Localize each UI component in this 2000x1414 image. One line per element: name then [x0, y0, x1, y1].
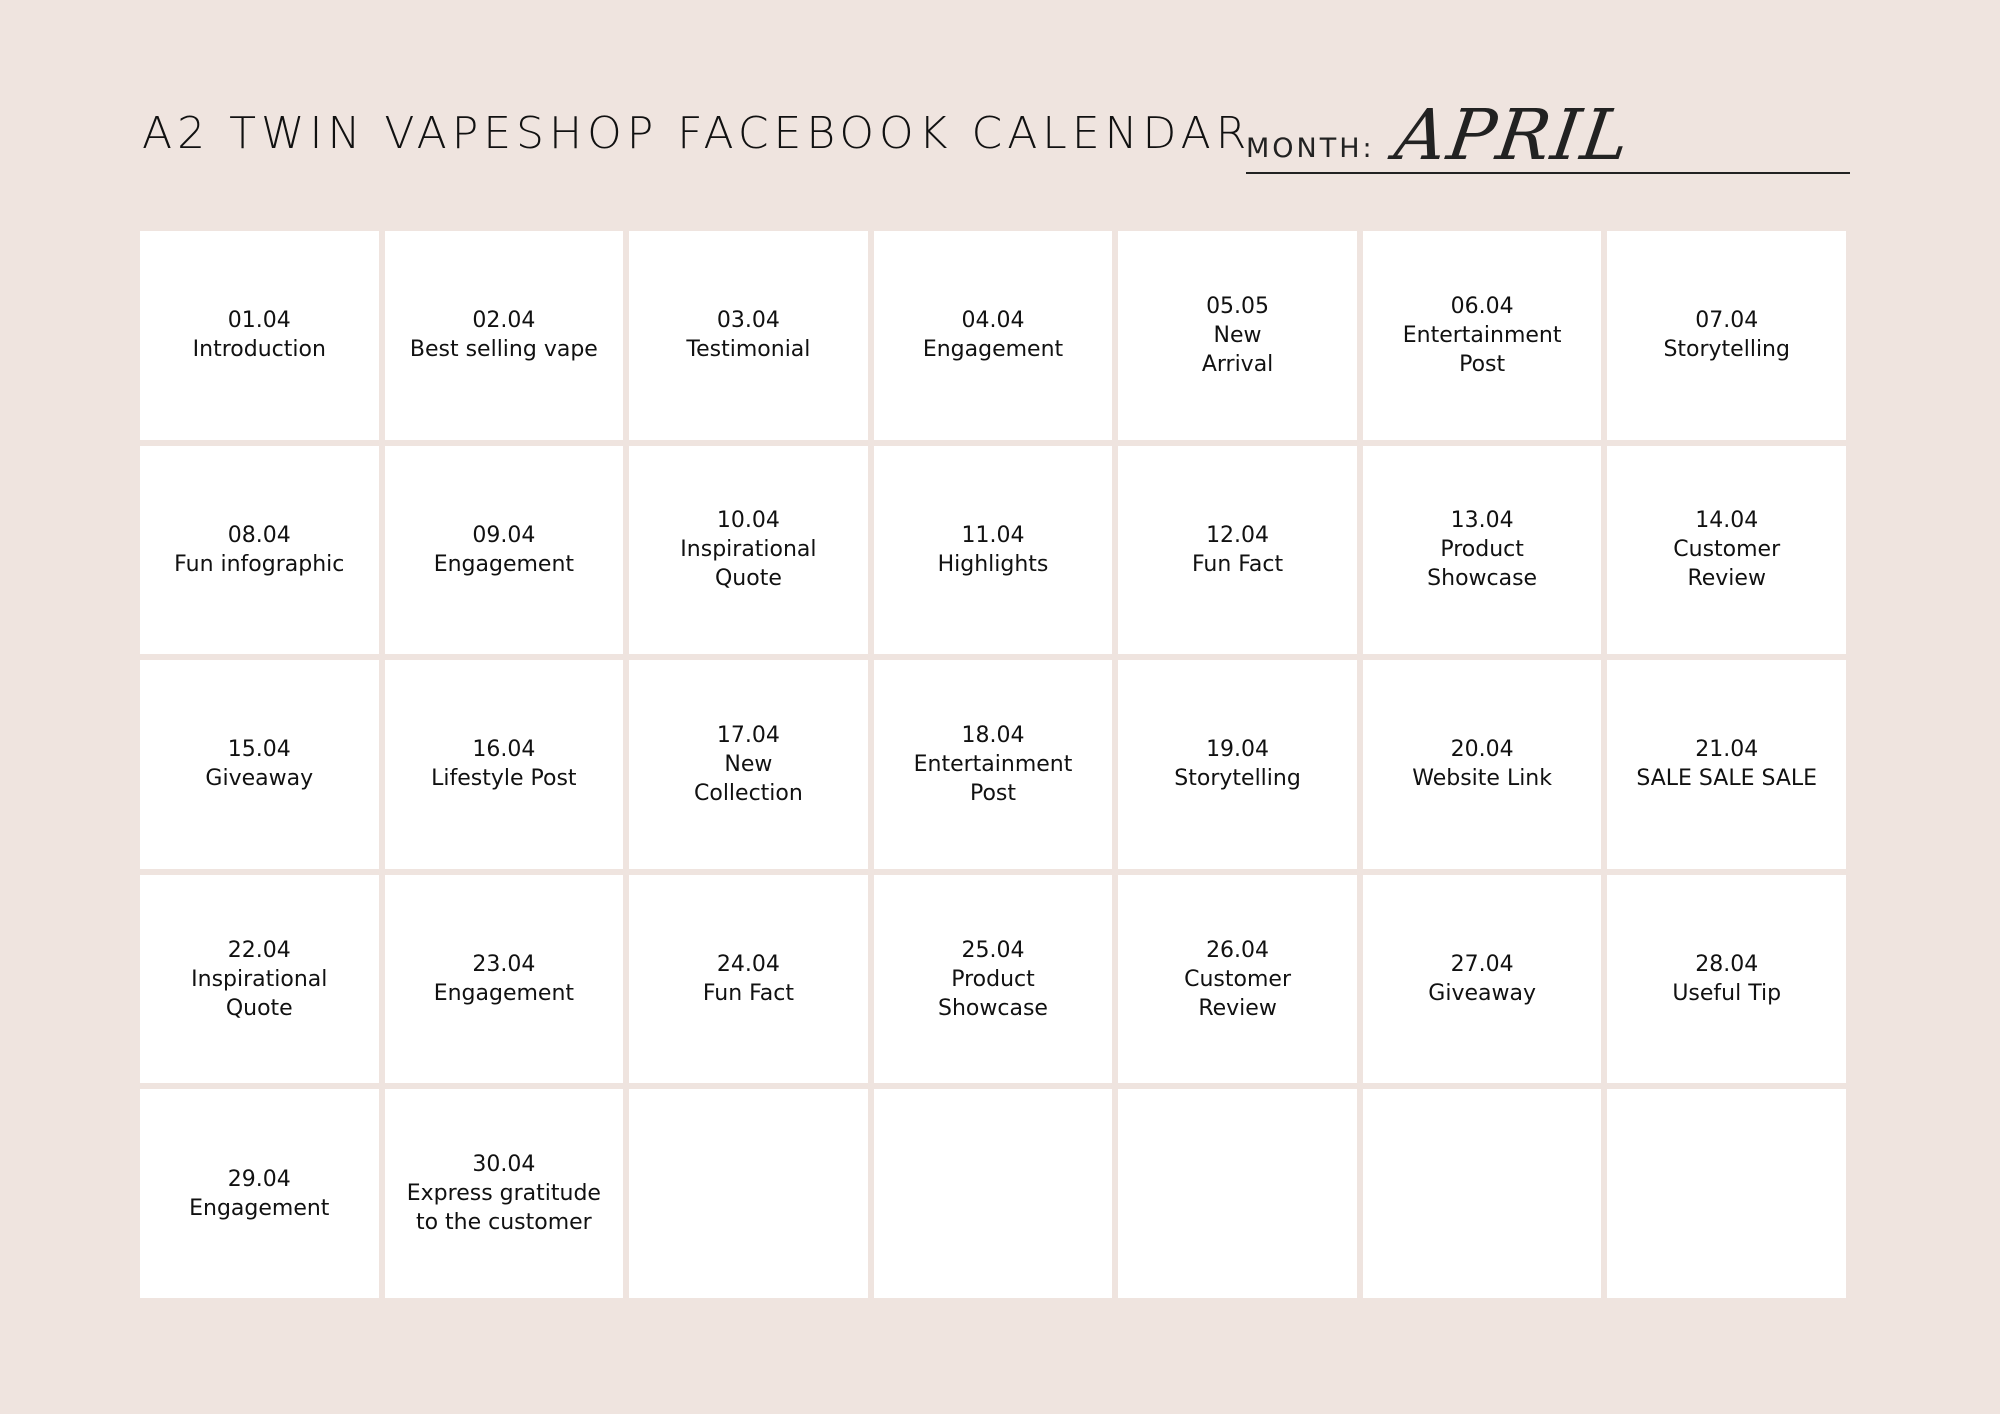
calendar-cell	[1118, 660, 1357, 869]
cell-date: 01.04	[227, 308, 291, 334]
cell-date: 09.04	[472, 522, 536, 548]
cell-topic: Testimonial	[686, 337, 811, 363]
calendar-cell	[874, 660, 1113, 869]
calendar-cell	[385, 875, 624, 1084]
calendar-cell-empty	[1118, 1089, 1357, 1298]
calendar-cell	[385, 231, 624, 440]
calendar-cell-empty	[874, 1089, 1113, 1298]
calendar-cell	[1363, 875, 1602, 1084]
cell-topic: Engagement	[433, 551, 575, 577]
month-value: APRIL	[1390, 94, 1637, 176]
cell-topic: Fun Fact	[702, 981, 794, 1007]
cell-topic: Website Link	[1412, 766, 1552, 792]
month-field	[1246, 94, 1850, 176]
calendar-cell	[1118, 875, 1357, 1084]
calendar-cell	[1118, 231, 1357, 440]
calendar-title: A2 TWIN VAPESHOP FACEBOOK CALENDAR	[142, 108, 1252, 159]
calendar-cell	[874, 231, 1113, 440]
cell-date: 11.04	[961, 522, 1025, 548]
cell-date: 04.04	[961, 308, 1025, 334]
cell-date: 18.04	[961, 722, 1025, 748]
cell-date: 29.04	[227, 1166, 291, 1192]
cell-topic: Storytelling	[1663, 337, 1790, 363]
cell-topic: Best selling vape	[409, 337, 598, 363]
cell-topic: SALE SALE SALE	[1636, 766, 1818, 792]
calendar-cell	[140, 660, 379, 869]
cell-date: 08.04	[227, 522, 291, 548]
cell-topic: Entertainment Post	[913, 751, 1073, 806]
cell-topic: Highlights	[937, 551, 1049, 577]
cell-topic: Giveaway	[205, 766, 314, 792]
cell-topic: Fun Fact	[1191, 551, 1284, 577]
calendar-cell	[1607, 875, 1846, 1084]
cell-date: 23.04	[472, 952, 536, 978]
cell-topic: Introduction	[192, 337, 326, 363]
cell-topic: Entertainment Post	[1402, 322, 1562, 377]
calendar-cell-empty	[1363, 1089, 1602, 1298]
cell-date: 26.04	[1206, 937, 1270, 963]
cell-date: 10.04	[716, 508, 780, 534]
calendar-cell	[1607, 446, 1846, 655]
calendar-cell	[874, 446, 1113, 655]
cell-topic: Engagement	[189, 1195, 330, 1221]
cell-date: 22.04	[227, 937, 291, 963]
calendar-cell-empty	[1607, 1089, 1846, 1298]
cell-date: 06.04	[1450, 293, 1514, 319]
cell-date: 02.04	[472, 308, 536, 334]
calendar-cell	[385, 1089, 624, 1298]
cell-date: 16.04	[472, 737, 536, 763]
cell-topic: New Collection	[694, 751, 803, 806]
calendar-cell	[140, 446, 379, 655]
cell-date: 12.04	[1206, 522, 1270, 548]
cell-topic: Product Showcase	[1427, 537, 1538, 592]
cell-topic: Useful Tip	[1672, 981, 1782, 1007]
cell-topic: Fun infographic	[174, 551, 345, 577]
calendar-cell	[629, 660, 868, 869]
calendar-cell	[385, 660, 624, 869]
calendar-cell	[1363, 231, 1602, 440]
cell-topic: Customer Review	[1673, 537, 1781, 592]
cell-date: 14.04	[1695, 508, 1759, 534]
calendar-cell	[140, 1089, 379, 1298]
calendar-cell	[629, 446, 868, 655]
cell-date: 20.04	[1450, 737, 1514, 763]
cell-topic: Express gratitude to the customer	[406, 1181, 601, 1236]
calendar-cell	[385, 446, 624, 655]
cell-topic: New Arrival	[1201, 322, 1274, 377]
cell-topic: Inspirational Quote	[191, 966, 328, 1021]
cell-date: 24.04	[716, 952, 780, 978]
calendar-cell	[1607, 660, 1846, 869]
calendar-cell-empty	[629, 1089, 868, 1298]
cell-date: 30.04	[472, 1152, 536, 1178]
cell-date: 17.04	[716, 722, 780, 748]
cell-date: 21.04	[1695, 737, 1759, 763]
cell-topic: Giveaway	[1428, 981, 1536, 1007]
cell-topic: Inspirational Quote	[680, 537, 817, 592]
cell-date: 03.04	[716, 308, 780, 334]
calendar-cell	[874, 875, 1113, 1084]
cell-topic: Customer Review	[1184, 966, 1291, 1021]
calendar-cell	[1118, 446, 1357, 655]
calendar-cell	[629, 875, 868, 1084]
cell-date: 05.05	[1206, 293, 1270, 319]
cell-topic: Product Showcase	[938, 966, 1048, 1021]
cell-date: 07.04	[1695, 308, 1759, 334]
cell-date: 27.04	[1450, 952, 1514, 978]
month-label: MONTH:	[1246, 133, 1375, 164]
cell-topic: Storytelling	[1174, 766, 1301, 792]
cell-date: 25.04	[961, 937, 1025, 963]
cell-topic: Lifestyle Post	[431, 766, 577, 792]
cell-date: 19.04	[1206, 737, 1270, 763]
calendar-cell	[1607, 231, 1846, 440]
calendar-cell	[629, 231, 868, 440]
cell-date: 13.04	[1450, 508, 1514, 534]
cell-date: 28.04	[1695, 952, 1759, 978]
calendar-cell	[1363, 660, 1602, 869]
cell-date: 15.04	[227, 737, 291, 763]
calendar-cell	[140, 875, 379, 1084]
calendar-cell	[140, 231, 379, 440]
calendar-cell	[1363, 446, 1602, 655]
calendar-grid	[140, 231, 1846, 1298]
cell-topic: Engagement	[922, 337, 1064, 363]
cell-topic: Engagement	[433, 981, 575, 1007]
